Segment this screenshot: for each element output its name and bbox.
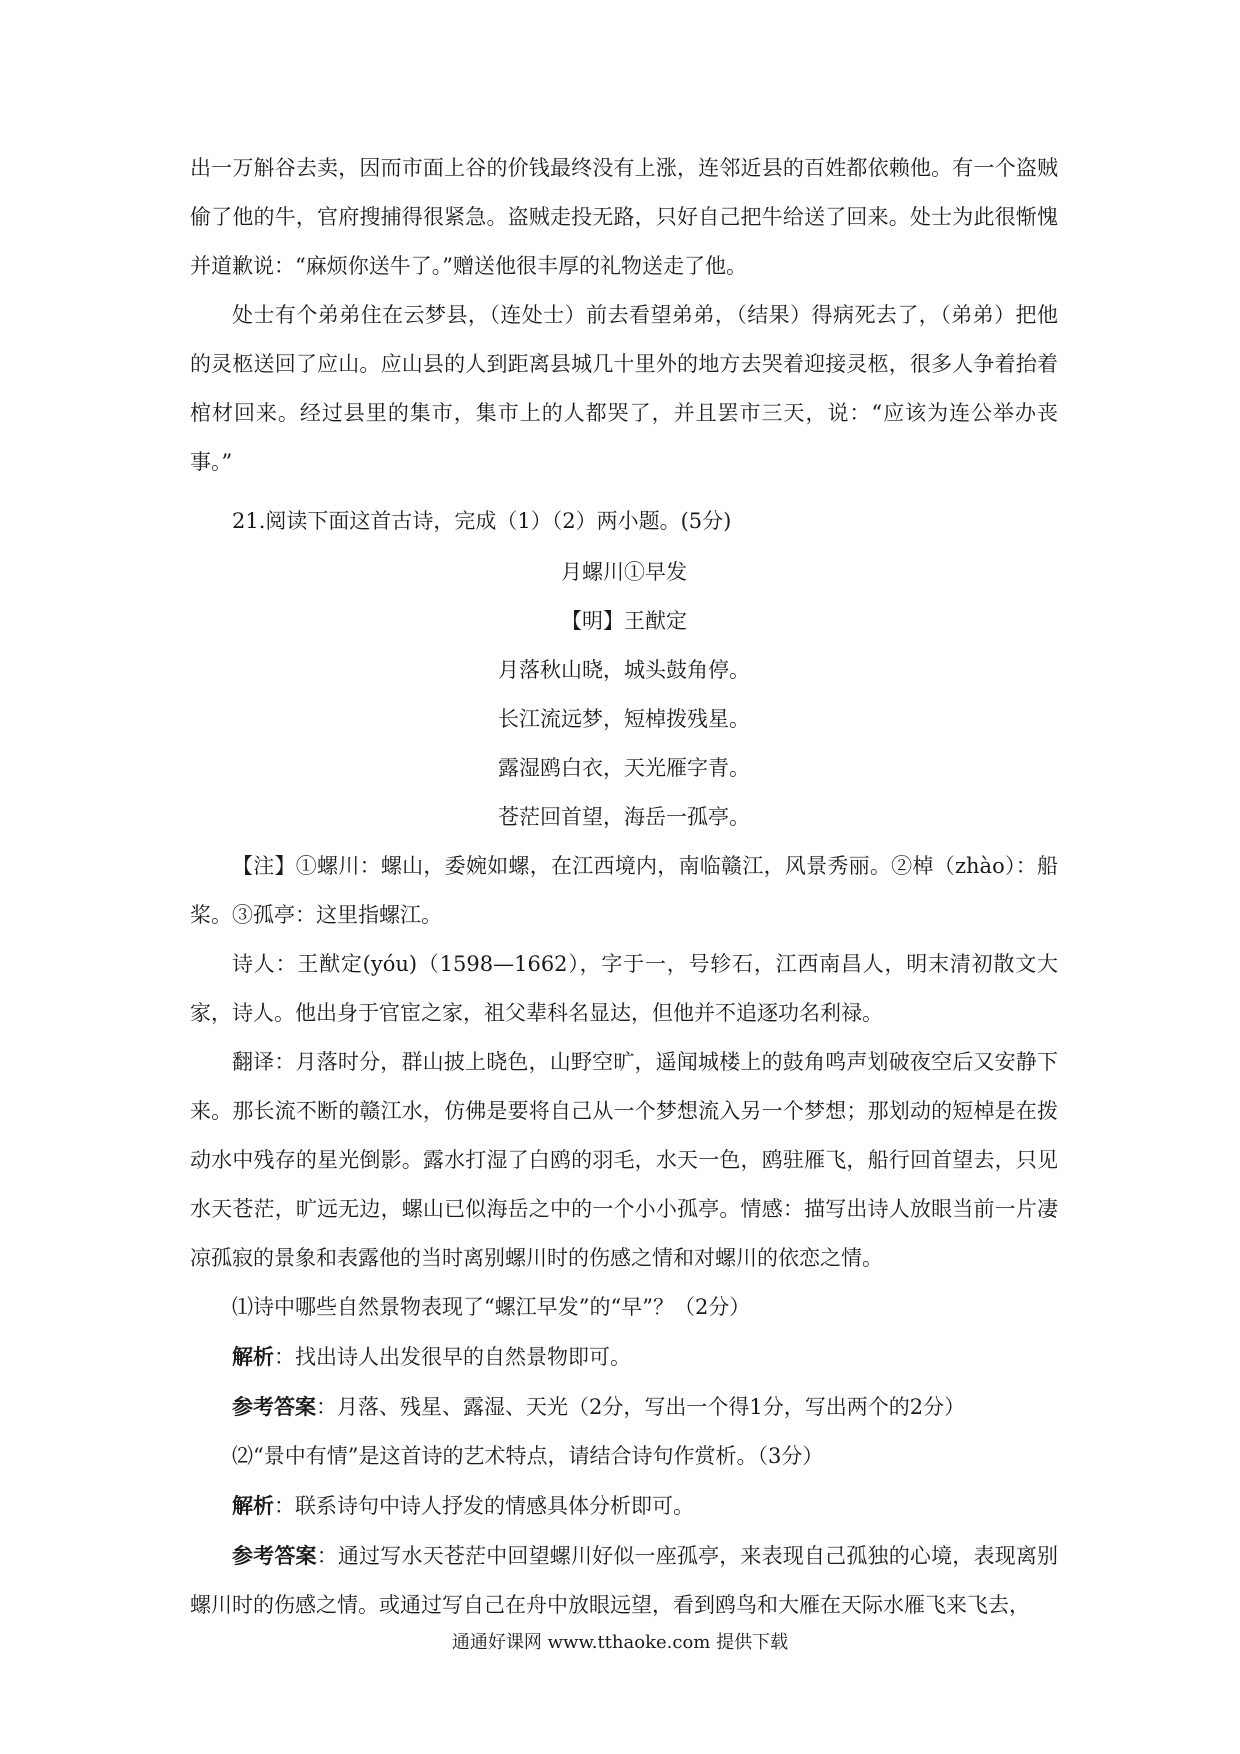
analysis-text: ：找出诗人出发很早的自然景物即可。 [274, 1345, 631, 1369]
sub-question-1-answer [190, 1382, 1058, 1432]
poem-title: 月螺川①早发 [561, 560, 687, 584]
question-21-stem: 21.阅读下面这首古诗，完成（1）（2）两小题。(5分) [232, 509, 732, 533]
poem-line-3: 露湿鸥白衣，天光雁字青。 [498, 756, 750, 780]
answer-text: ：月落、残星、露湿、天光（2分，写出一个得1分，写出两个的2分） [316, 1395, 966, 1419]
analysis-label: 解析 [232, 1344, 274, 1369]
analysis-label: 解析 [232, 1493, 274, 1518]
poem-note: 【注】①螺川：螺山，委婉如螺，在江西境内，南临赣江，风景秀丽。②棹（zhào）：船桨。③孤亭：这里指螺江。 [190, 854, 1058, 927]
sub-question-1: ⑴诗中哪些自然景物表现了“螺江早发”的“早”？（2分） [232, 1295, 751, 1319]
answer-text: ：通过写水天苍茫中回望螺川好似一座孤亭，来表现自己孤独的心境，表现离别螺川时的伤感之情。或通过写自己在舟中放眼远望，看到鸥鸟和大雁在天际水雁飞来飞去， [190, 1544, 1059, 1617]
poem-line-4: 苍茫回首望，海岳一孤亭。 [498, 805, 750, 829]
poem-line-2: 长江流远梦，短棹拨残星。 [498, 707, 750, 731]
page-content [190, 144, 1058, 1630]
sub-question-2-analysis [190, 1481, 1058, 1531]
answer-label: 参考答案 [232, 1543, 317, 1568]
page-footer: 通通好课网 www.tthaoke.com 提供下载 [451, 1632, 789, 1653]
analysis-text: ：联系诗句中诗人抒发的情感具体分析即可。 [274, 1494, 694, 1518]
poem-author: 【明】王猷定 [561, 609, 687, 633]
translation-paragraph-2: 处士有个弟弟住在云梦县，（连处士）前去看望弟弟，（结果）得病死去了，（弟弟）把他的灵柩送回了应山。应山县的人到距离县城几十里外的地方去哭着迎接灵柩，很多人争着抬着棺材回来。经过县里的集市，集市上的人都哭了，并且罢市三天，说：“应该为连公举办丧事。” [190, 303, 1058, 474]
translation-paragraph-1: 出一万斛谷去卖，因而市面上谷的价钱最终没有上涨，连邻近县的百姓都依赖他。有一个盗贼偷了他的牛，官府搜捕得很紧急。盗贼走投无路，只好自己把牛给送了回来。处士为此很惭愧并道歉说：“麻烦你送牛了。”赠送他很丰厚的礼物送走了他。 [190, 156, 1058, 278]
sub-question-2-answer [190, 1531, 1058, 1630]
answer-label: 参考答案 [232, 1394, 316, 1419]
spacer [190, 487, 1058, 497]
poet-intro: 诗人：王猷定(yóu)（1598—1662），字于一，号轸石，江西南昌人，明末清初散文大家，诗人。他出身于官宦之家，祖父辈科名显达，但他并不追逐功名利禄。 [190, 952, 1058, 1025]
poem-translation: 翻译：月落时分，群山披上晓色，山野空旷，遥闻城楼上的鼓角鸣声划破夜空后又安静下来。那长流不断的赣江水，仿佛是要将自己从一个梦想流入另一个梦想；那划动的短棹是在拨动水中残存的星光倒影。露水打湿了白鸥的羽毛，水天一色，鸥驻雁飞，船行回首望去，只见水天苍茫，旷远无边，螺山已似海岳之中的一个小小孤亭。情感：描写出诗人放眼当前一片凄凉孤寂的景象和表露他的当时离别螺川时的伤感之情和对螺川的依恋之情。 [190, 1050, 1058, 1270]
sub-question-1-analysis [190, 1332, 1058, 1382]
poem-line-1: 月落秋山晓，城头鼓角停。 [498, 658, 750, 682]
sub-question-2: ⑵“景中有情”是这首诗的艺术特点，请结合诗句作赏析。（3分） [232, 1444, 824, 1468]
